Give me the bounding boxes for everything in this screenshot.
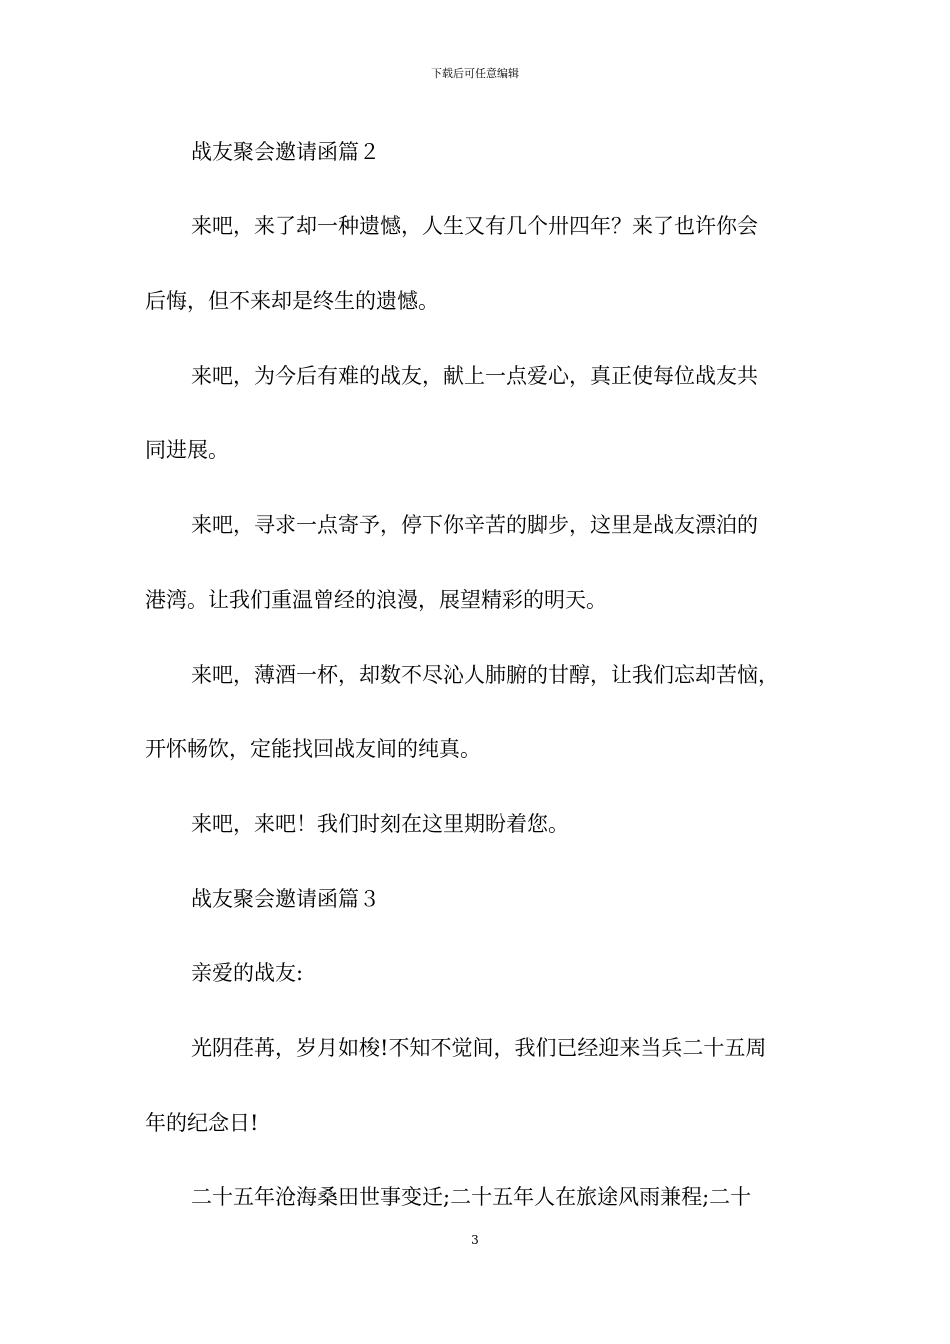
paragraph-line: 港湾。让我们重温曾经的浪漫，展望精彩的明天。 (145, 588, 607, 612)
paragraph-line: 来吧，寻求一点寄予，停下你辛苦的脚步，这里是战友漂泊的 (191, 513, 758, 537)
page-number: 3 (471, 1233, 479, 1247)
paragraph-line: 同进展。 (145, 438, 229, 462)
paragraph-line: 年的纪念日! (145, 1111, 259, 1135)
paragraph-line: 开怀畅饮，定能找回战友间的纯真。 (145, 737, 481, 761)
section-heading: 战友聚会邀请函篇３ (191, 887, 380, 911)
paragraph-line: 来吧，来吧！我们时刻在这里期盼着您。 (191, 812, 569, 836)
paragraph-line: 后悔，但不来却是终生的遗憾。 (145, 289, 439, 313)
paragraph-line: 来吧，为今后有难的战友，献上一点爱心，真正使每位战友共 (191, 364, 758, 388)
paragraph-line: 光阴荏苒，岁月如梭!不知不觉间，我们已经迎来当兵二十五周 (191, 1036, 767, 1060)
page-header: 下载后可任意编辑 (431, 67, 519, 80)
section-heading: 战友聚会邀请函篇２ (191, 140, 380, 164)
paragraph-line: 来吧，薄酒一杯，却数不尽沁人肺腑的甘醇，让我们忘却苦恼， (191, 663, 779, 687)
paragraph-line: 来吧，来了却一种遗憾，人生又有几个卅四年？来了也许你会 (191, 214, 758, 238)
salutation: 亲爱的战友: (191, 961, 304, 985)
paragraph-line: 二十五年沧海桑田世事变迁;二十五年人在旅途风雨兼程;二十 (191, 1185, 752, 1209)
